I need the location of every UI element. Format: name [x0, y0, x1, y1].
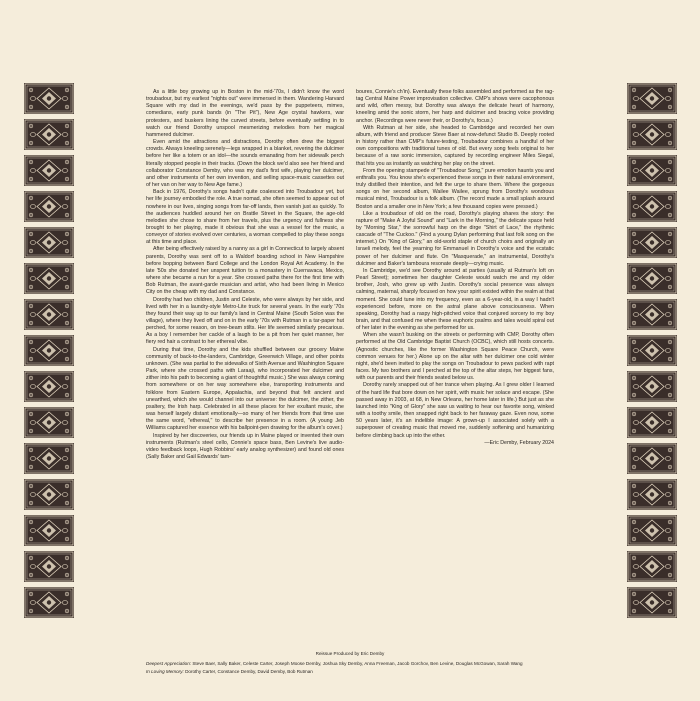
memory-credit — [146, 668, 554, 676]
ornament-pattern-icon — [627, 479, 677, 510]
ornament-tile — [627, 587, 677, 618]
paragraph: Like a troubadour of old on the road, Dorothy's playing shares the story: the rapture of "Make A Joyful Sound" and "Lark in the Morning," the delicate space held by "Morning Star," the sorrowful harp on the dirge "Shirt of Lace," the rhythmic cascade of "The Cuckoo." (Find a young Dylan performing that last folk song on the internet.) On "King of Glory," an old-world staple of church choirs and originally an Israeli melody, feel the yearning for Emmanuel in Dorothy's voice and the ecstatic power of her dulcimer and flute. On "Masquerade," an instrumental, Dorothy's dulcimer and Baker's tamboura resonate deeply—crying music. — [356, 210, 554, 267]
ornament-pattern-icon — [627, 443, 677, 474]
ornament-tile — [24, 299, 74, 330]
credits-block — [146, 650, 554, 676]
paragraph: boures, Connie's ch'in). Eventually these folks assembled and performed as the rag-tag Central Maine Power improvisation collective. CMP's shows were cacophonous and wild, often messy, but Dorothy was always the delicate heart of harmony, kneeling amid the sonic storm, her harp and dulcimer and bracing voice providing anchor. (Recordings were never their, or Dorothy's, focus.) — [356, 89, 554, 124]
ornament-pattern-icon — [24, 263, 74, 294]
paragraph: When she wasn't busking on the streets or performing with CMP, Dorothy often performed at the Old Cambridge Baptist Church (OCBC), which still hosts concerts. (Agnostic churches, like the former Washington Square Peace Church, were common venues for her.) Alone up on the altar with her dulcimer one cold winter night, she'd been invited to play the songs on Troubadour to pews packed with rapt faces. My two brothers and I perched at the top of the altar steps, her biggest fans, with our parents and their friends seated below us. — [356, 332, 554, 382]
paragraph: During that time, Dorothy and the kids shuffled between our grocery Maine community of back-to-the-landers, Cambridge, Greenwich Village, and other points unknown. (She was partial to the sidewalks of Sixth Avenue and Washington Square Park, where she crossed paths with Laraaji, who incorporated her dulcimer and zither into his path to becoming a giant of thoughtful music.) She was always coming from somewhere or on her way somewhere else, transporting instruments and folklore from Eastern Europe, Appalachia, and beyond that felt ancient and unearthed, which she would channel into our universe: the dulcimer, the zither, the psaltery, the Irish harp. Celebrated in all these places for her exultant music, she was herself largely distant emotionally—so many of her friends from that time use the same word, "ethereal," to describe her presence in a room. (A young Jeb Williams captured her essence with his ballpoint-pen drawing for the album's cover.) — [146, 346, 344, 432]
ornament-pattern-icon — [627, 299, 677, 330]
ornament-pattern-icon — [627, 119, 677, 150]
paragraph: Back in 1976, Dorothy's songs hadn't quite coalesced into Troubadour yet, but her life journey embodied the role. A true nomad, she often seemed to appear out of nowhere in our lives, singing songs from far-off lands, then vanish just as quickly. To the audiences huddled around her on Brattle Street in the Square, the age-old melodies she chose to share from her travels, plus the urgency and fullness she brought to her playing, made it obvious that she was a vessel for the music, a conveyor of stories evolved over centuries, a woman compelled to play these songs at this time and place. — [146, 189, 344, 246]
ornament-tile — [627, 119, 677, 150]
ornament-tile — [627, 407, 677, 438]
ornament-tile — [24, 479, 74, 510]
ornament-tile — [24, 335, 74, 366]
left-ornamental-border — [24, 83, 74, 643]
ornament-pattern-icon — [627, 407, 677, 438]
ornament-tile — [627, 155, 677, 186]
ornament-tile — [627, 227, 677, 258]
ornament-pattern-icon — [24, 191, 74, 222]
article-column-right — [356, 89, 554, 461]
ornament-tile — [24, 227, 74, 258]
ornament-pattern-icon — [24, 443, 74, 474]
paragraph: From the opening stampede of "Troubadour Song," pure emotion haunts you and enthralls you. You know she's experienced these songs in their natural environment, truly distilled their intention, and felt the urge to share them. Where the gorgeous songs on her second album, Wailee Wailee, sprung from Dorothy's wondrous musical mind, Troubadour is a folk album. (The record made a small splash around Boston and a smaller one in New York; a few thousand copies were pressed.) — [356, 167, 554, 210]
ornament-pattern-icon — [24, 407, 74, 438]
ornament-pattern-icon — [24, 299, 74, 330]
ornament-pattern-icon — [24, 551, 74, 582]
ornament-tile — [627, 551, 677, 582]
ornament-pattern-icon — [24, 227, 74, 258]
ornament-tile — [627, 479, 677, 510]
ornament-pattern-icon — [24, 587, 74, 618]
ornament-pattern-icon — [24, 371, 74, 402]
ornament-pattern-icon — [627, 371, 677, 402]
ornament-tile — [627, 263, 677, 294]
paragraph: Dorothy had two children, Justin and Celeste, who were always by her side, and lived with her in a laundry-style Metro-Lite truck for several years. In the early '70s they found their way up to our family's land in Central Maine (South Solon was the village), where they lived off and on in the early '70s with Rutman in a tar-paper hut perched, for some reason, on tree-beam stilts. Her life seemed similarly precarious. As a boy I remember her cackle of a laugh to be a pit from her quiet manner, her fiery red hair a contrast to her ethereal vibe. — [146, 296, 344, 346]
ornament-tile — [627, 299, 677, 330]
ornament-tile — [24, 551, 74, 582]
ornament-tile — [627, 83, 677, 114]
ornament-pattern-icon — [627, 335, 677, 366]
appreciation-names: Steve Baer, Sally Baker, Celeste Carter, Joseph Moose Demby, Joshua Sky Demby, Anna Freeman, Jacob Gorchov, Ben Levine, Douglas McGowan, Sarah Wang — [192, 661, 523, 666]
ornament-pattern-icon — [24, 83, 74, 114]
ornament-pattern-icon — [24, 515, 74, 546]
ornament-tile — [24, 407, 74, 438]
ornament-tile — [24, 155, 74, 186]
ornament-pattern-icon — [627, 155, 677, 186]
ornament-pattern-icon — [627, 263, 677, 294]
paragraph: As a little boy growing up in Boston in the mid-'70s, I didn't know the word troubadour, but my earliest "nights out" were immersed in them. Wandering Harvard Square with my dad in the evenings, we'd pass by the puppeteers, mimes, comedians, early punk bands (in "The Pit"), New Age crystal hawkers, war protesters, and buskers lining the curved streets, before eventually settling in to watch our friend Dorothy unspool mesmerizing melodies from her magical hammered dulcimer. — [146, 89, 344, 138]
ornament-tile — [24, 371, 74, 402]
article-column-left — [146, 89, 344, 461]
paragraph: With Rutman at her side, she headed to Cambridge and recorded her own album, with friend and producer Steve Baer at now-defunct Studio B. Deeply rooted in history rather than CMP's future-testing, Troubadour combines a handful of her own compositions with traditional tunes of old. But every song feels original to her because of a raw sonic immersion, captured by recording engineer Miles Siegal, that hits you as instantly as watching her play on the street. — [356, 124, 554, 167]
ornament-tile — [627, 515, 677, 546]
ornament-pattern-icon — [24, 155, 74, 186]
ornament-tile — [627, 335, 677, 366]
paragraph: After being effectively raised by a nanny as a girl in Connecticut to largely absent parents, Dorothy was sent off to a Waldorf boarding school in New Hampshire before bopping between Bard College and the London Royal Art Academy. In the late '50s she donated her unspent tuition to a monastery in Cuernavaca, Mexico, where she became a nun for a year. She crossed paths there for the first time with Bob Rutman, the avant-garde musician and artist, who had been living in Mexico City on the cheap with my dad and Constance. — [146, 246, 344, 296]
ornament-tile — [24, 443, 74, 474]
ornament-tile — [24, 587, 74, 618]
appreciation-label: Deepest Appreciation: — [146, 661, 192, 666]
ornament-tile — [24, 191, 74, 222]
ornament-tile — [24, 83, 74, 114]
ornament-tile — [24, 119, 74, 150]
producer-credit: Reissue Produced by Eric Demby — [315, 651, 385, 656]
ornament-tile — [627, 371, 677, 402]
paragraph: Inspired by her discoveries, our friends up in Maine played or invented their own instruments (Rutman's steel cello, Connie's space bass, Ben Levine's live audio-video feedback loops, Hugh Robbins' early analog synthesizer) and found old ones (Sally Baker and Gail Edwards' tam- — [146, 432, 344, 460]
paragraph: Dorothy rarely snapped out of her trance when playing. As I grew older I learned of the hard life that bore down on her spirit, with music her solace and escape. (She passed away in 2003, at 68, in New Orleans, her home later in life.) But just as she launched into "King of Glory" she saw us waiting to hear our favorite song, winked with a toothy smile, then snapped right back to her faraway gaze. Even now, some 50 years later, it's an indelible image: A grown-up I associated solely with a superpower of creating music that moved me, suddenly softening and humanizing before climbing back up into the ether. — [356, 382, 554, 439]
ornament-tile — [627, 191, 677, 222]
ornament-pattern-icon — [627, 515, 677, 546]
memory-names: Dorothy Carter, Constance Demby, David Demby, Bob Rutman — [185, 669, 313, 674]
ornament-pattern-icon — [627, 83, 677, 114]
ornament-pattern-icon — [24, 119, 74, 150]
appreciation-credit — [146, 660, 554, 668]
ornament-pattern-icon — [627, 551, 677, 582]
paragraph: In Cambridge, we'd see Dorothy around at parties (usually at Rutman's loft on Pearl Street); sometimes her daughter Celeste would watch me and my older brother, Josh, who grew up with Justin. Dorothy's social presence was always calming, maternal, sharply focused on how your spirit existed within the realm at that moment. She could tune into my frequency, even as a 6-year-old, in a way I hadn't experienced before, more on the astral plane above consciousness. When speaking, Dorothy had a raspy high-pitched voice that conjured sorcery to my boy brain, and that confused me when these euphoric psalms and tales would spiral out of her later in the evening as she performed for us. — [356, 267, 554, 332]
ornament-tile — [24, 263, 74, 294]
ornament-tile — [627, 443, 677, 474]
author-signature: —Eric Demby, February 2024 — [484, 439, 554, 446]
paragraph: Even amid the attractions and distractions, Dorothy often drew the biggest crowds. Always kneeling serenely—legs wrapped in a blanket, revering the dulcimer before her like a totem or an idol—the sounds emanating from her sidewalk perch literally stopped people in their tracks. (Down the block we'd also see her friend and collaborator Constance Demby, who was my dad's first wife, playing her dulcimer, and other instruments of her own invention, and selling space-music cassettes out of her van on her way to New Age fame.) — [146, 139, 344, 189]
ornament-pattern-icon — [627, 587, 677, 618]
ornament-pattern-icon — [24, 479, 74, 510]
ornament-pattern-icon — [627, 227, 677, 258]
right-ornamental-border — [627, 83, 677, 643]
ornament-tile — [24, 515, 74, 546]
ornament-pattern-icon — [627, 191, 677, 222]
memory-label: In Loving Memory: — [146, 669, 184, 674]
article-body — [146, 89, 554, 461]
ornament-pattern-icon — [24, 335, 74, 366]
